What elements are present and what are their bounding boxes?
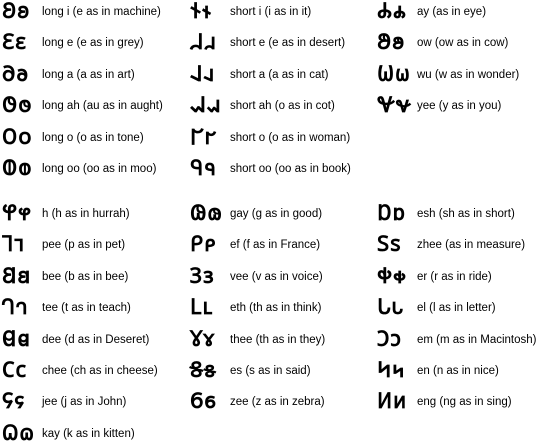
letter-entry <box>190 94 335 118</box>
letter-entry <box>377 202 515 226</box>
letter-entry <box>190 157 351 181</box>
letter-description: long i (e as in machine) <box>42 6 161 18</box>
letter-entry <box>2 328 149 352</box>
deseret-letter-glyph: 𐐟𐑇 <box>377 201 407 226</box>
deseret-letter-glyph: 𐐠𐑈 <box>377 232 402 258</box>
letter-description: esh (sh as in short) <box>417 208 515 220</box>
deseret-letter-glyph: 𐐗𐐿 <box>2 420 35 446</box>
letter-entry <box>190 265 323 289</box>
letter-description: short i (i as in it) <box>230 6 312 18</box>
letter-description: dee (d as in Deseret) <box>42 333 150 346</box>
deseret-letter-glyph: 𐐀𐐨 <box>2 61 30 87</box>
deseret-letter-glyph: 𐐁𐐩 <box>2 30 27 56</box>
letter-entry <box>190 359 311 383</box>
letter-description: es (s as in said) <box>230 365 311 377</box>
letter-description: em (m as in Macintosh) <box>417 333 537 346</box>
letter-description: short oo (oo as in book) <box>230 163 351 175</box>
deseret-letter-glyph: 𐐣𐑋 <box>377 326 403 352</box>
letter-description: en (n as in nice) <box>417 365 499 377</box>
deseret-letter-glyph: 𐐡𐑉 <box>377 263 407 289</box>
letter-entry <box>2 296 131 320</box>
deseret-letter-glyph: 𐐃𐐫 <box>2 93 33 119</box>
deseret-letter-glyph: 𐐑𐐹 <box>2 232 26 258</box>
letter-entry <box>190 202 322 226</box>
letter-description: bee (b as in bee) <box>42 270 129 283</box>
letter-description: wu (w as in wonder) <box>417 68 520 81</box>
letter-entry <box>2 359 158 383</box>
letter-entry <box>190 233 320 257</box>
deseret-letter-glyph: 𐐏𐐷 <box>377 93 413 119</box>
letter-entry <box>377 63 519 87</box>
letter-description: short e (e as in desert) <box>230 37 346 50</box>
deseret-letter-glyph: 𐐅𐐭 <box>2 156 33 181</box>
letter-description: long o (o as in tone) <box>42 131 144 144</box>
deseret-letter-glyph: 𐐐𐐸 <box>2 201 32 226</box>
deseret-letter-glyph: 𐐝𐑅 <box>190 358 217 383</box>
letter-entry <box>377 265 492 289</box>
letter-description: el (l as in letter) <box>417 302 496 315</box>
letter-description: jee (j as in John) <box>42 396 127 409</box>
letter-entry <box>190 63 328 87</box>
letter-entry <box>2 0 161 24</box>
deseret-letter-glyph: 𐐇𐐯 <box>190 30 217 56</box>
deseret-letter-glyph: 𐐌𐐴 <box>377 0 407 24</box>
deseret-letter-glyph: 𐐚𐑂 <box>190 263 215 289</box>
letter-description: vee (v as in voice) <box>230 270 323 283</box>
deseret-letter-glyph: 𐐢𐑊 <box>377 295 404 321</box>
letter-entry <box>2 202 130 226</box>
deseret-letter-glyph: 𐐤𐑌 <box>377 358 406 383</box>
letter-entry <box>2 233 125 257</box>
letter-description: eth (th as in think) <box>230 302 322 315</box>
letter-entry <box>2 126 144 150</box>
letter-entry <box>377 359 499 383</box>
deseret-letter-glyph: 𐐙𐑁 <box>190 232 217 258</box>
letter-entry <box>377 233 525 257</box>
deseret-letter-glyph: 𐐒𐐺 <box>2 263 32 289</box>
letter-entry <box>2 390 126 414</box>
letter-description: ow (ow as in cow) <box>417 37 509 50</box>
deseret-letter-glyph: 𐐜𐑄 <box>190 326 215 352</box>
deseret-letter-glyph: 𐐍𐐵 <box>377 30 406 56</box>
deseret-letter-glyph: 𐐎𐐶 <box>377 61 411 87</box>
letter-description: zhee (as in measure) <box>417 239 526 252</box>
deseret-letter-glyph: 𐐞𐑆 <box>190 389 217 415</box>
letter-description: kay (k as in kitten) <box>42 427 135 440</box>
deseret-letter-glyph: 𐐄𐐬 <box>2 124 33 150</box>
letter-description: ef (f as in France) <box>230 239 321 252</box>
deseret-letter-glyph: 𐐆𐐮 <box>190 0 212 24</box>
letter-entry <box>377 94 501 118</box>
letter-entry <box>190 126 350 150</box>
letter-description: chee (ch as in cheese) <box>42 365 158 377</box>
deseret-letter-glyph: 𐐕𐐽 <box>2 358 28 383</box>
letter-description: h (h as in hurrah) <box>42 208 130 220</box>
deseret-letter-glyph: 𐐥𐑍 <box>377 389 408 415</box>
deseret-letter-glyph: 𐐋𐐳 <box>190 156 217 181</box>
deseret-letter-glyph: 𐐛𐑃 <box>190 295 214 321</box>
letter-entry <box>2 94 163 118</box>
letter-description: yee (y as in you) <box>417 100 502 113</box>
deseret-letter-glyph: 𐐉𐐱 <box>190 93 222 119</box>
letter-description: long e (e as in grey) <box>42 37 144 50</box>
letter-entry <box>2 63 135 87</box>
letter-entry <box>190 0 311 24</box>
letter-entry <box>190 390 325 414</box>
letter-description: short a (a as in cat) <box>230 68 329 81</box>
letter-description: long ah (au as in aught) <box>42 100 163 113</box>
letter-description: short ah (o as in cot) <box>230 100 335 113</box>
deseret-letter-glyph: 𐐈𐐰 <box>190 61 216 87</box>
letter-entry <box>377 296 496 320</box>
letter-entry <box>190 328 325 352</box>
deseret-letter-glyph: 𐐊𐐲 <box>190 124 217 150</box>
letter-entry <box>190 31 345 55</box>
letter-entry <box>190 296 321 320</box>
letter-entry <box>377 31 508 55</box>
letter-entry <box>377 390 512 414</box>
deseret-letter-glyph: 𐐘𐑀 <box>190 201 223 226</box>
letter-description: long oo (oo as in moo) <box>42 163 157 175</box>
deseret-letter-glyph: 𐐖𐐾 <box>2 389 26 415</box>
letter-description: gay (g as in good) <box>230 208 323 220</box>
letter-entry <box>2 157 156 181</box>
deseret-letter-glyph: 𐐓𐐻 <box>2 295 29 321</box>
letter-description: long a (a as in art) <box>42 68 135 81</box>
letter-description: ay (as in eye) <box>417 6 487 18</box>
letter-description: zee (z as in zebra) <box>230 396 325 409</box>
letter-entry <box>377 328 537 352</box>
letter-entry <box>2 31 144 55</box>
letter-entry <box>2 265 128 289</box>
letter-description: eng (ng as in sing) <box>417 396 512 409</box>
deseret-letter-glyph: 𐐔𐐼 <box>2 326 32 352</box>
letter-entry <box>2 422 135 446</box>
letter-description: thee (th as in they) <box>230 333 326 346</box>
letter-description: short o (o as in woman) <box>230 131 351 144</box>
letter-description: er (r as in ride) <box>417 270 492 283</box>
deseret-letter-glyph: 𐐂𐐪 <box>2 0 31 24</box>
letter-description: tee (t as in teach) <box>42 302 131 315</box>
letter-entry <box>377 0 486 24</box>
letter-description: pee (p as in pet) <box>42 239 126 252</box>
